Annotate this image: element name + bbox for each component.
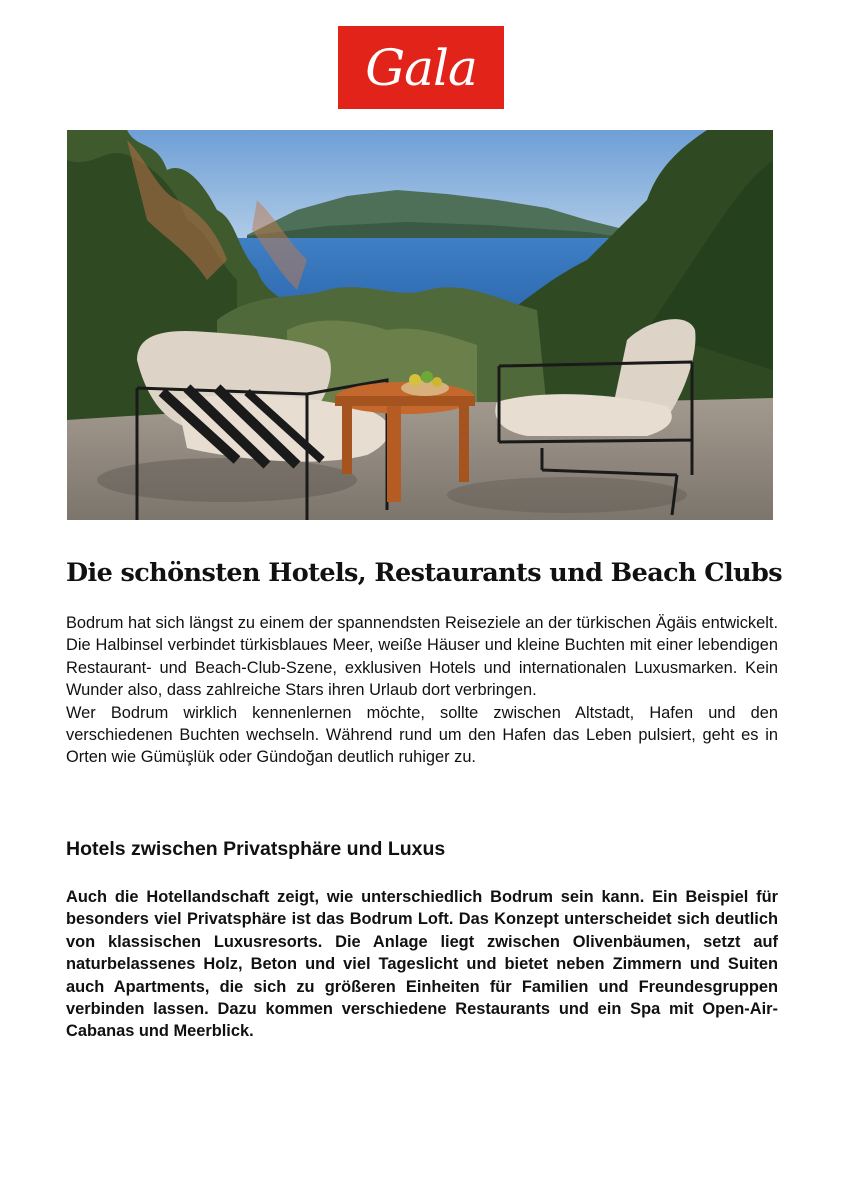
intro-paragraph-2: Wer Bodrum wirklich kennenlernen möchte, sollte zwischen Altstadt, Hafen und den verschiedenen Buchten wechseln. Während rund um den Hafen das Leben pulsiert, geht es in Orten wie Gümüşlük oder Gündoğan deutlich ruhiger zu.	[66, 703, 778, 767]
intro-paragraph-1: Bodrum hat sich längst zu einem der spannendsten Reiseziele an der türkischen Ägäis entwickelt. Die Halbinsel verbindet türkisblaues Meer, weiße Häuser und kleine Buchten mit einer lebendigen Restaurant- und Beach-Club-Szene, exklusiven Hotels und internationalen Luxusmarken. Kein Wunder also, dass zahlreiche Stars ihren Urlaub dort verbringen.	[66, 614, 778, 700]
gala-logo[interactable]	[338, 26, 504, 109]
article-intro	[66, 612, 778, 769]
hero-image	[67, 130, 773, 520]
logo-text: Gala	[365, 38, 477, 97]
section-bold-paragraph: Auch die Hotellandschaft zeigt, wie unterschiedlich Bodrum sein kann. Ein Beispiel für besonders viel Privatsphäre ist das Bodrum Loft. Das Konzept unterscheidet sich deutlich von klassischen Luxusresorts. Die Anlage liegt zwischen Olivenbäumen, setzt auf naturbelassenes Holz, Beton und viel Tageslicht und bietet neben Zimmern und Suiten auch Apartments, die sich zu größeren Einheiten für Familien und Freundesgruppen verbinden lassen. Dazu kommen verschiedene Restaurants und ein Spa mit Open-Air-Cabanas und Meerblick.	[66, 888, 778, 1041]
section-subheading: Hotels zwischen Privatsphäre und Luxus	[66, 838, 446, 860]
article-headline: Die schönsten Hotels, Restaurants und Beach Clubs	[66, 558, 783, 588]
